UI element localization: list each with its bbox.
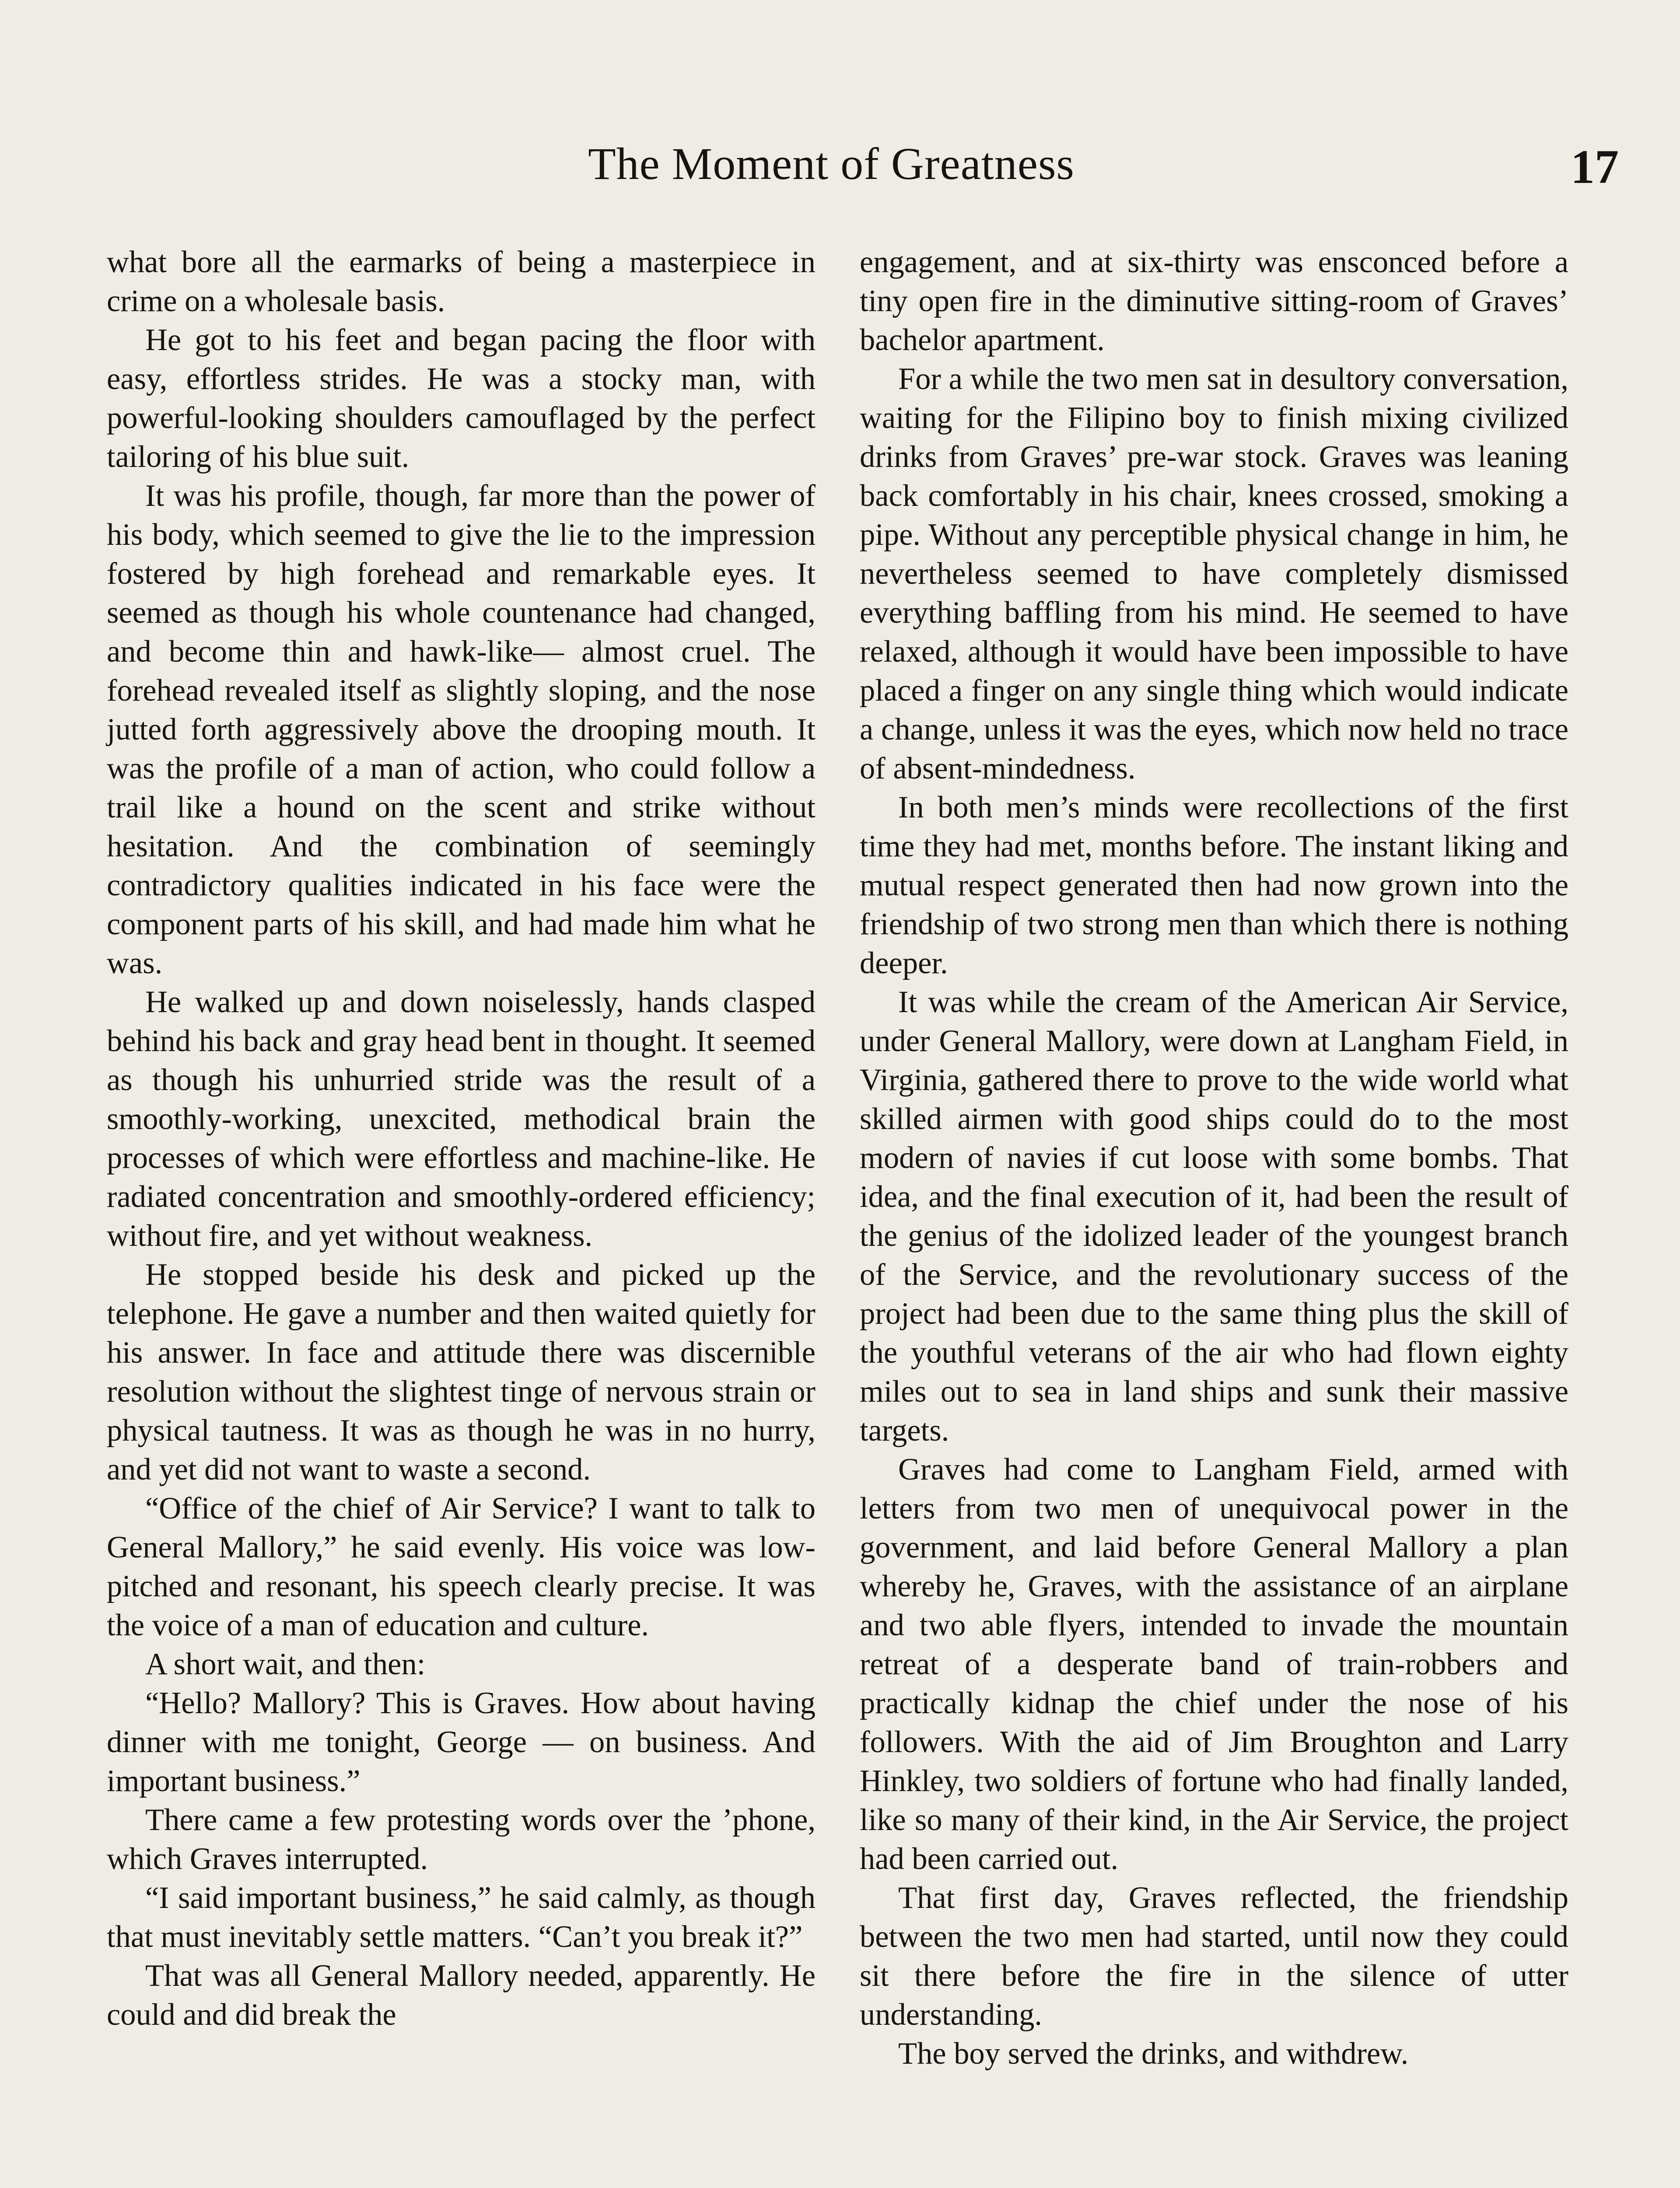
right-column xyxy=(860,243,1568,2073)
paragraph: He stopped beside his desk and picked up the telephone. He gave a number and then waited quietly for his answer. In face and attitude there was discernible resolution without the slightest tinge of nervous strain or physical tautness. It was as though he was in no hurry, and yet did not want to waste a second. xyxy=(107,1258,816,1487)
paragraph: “Office of the chief of Air Service? I want to talk to General Mallory,” he said evenly. His voice was low-pitched and resonant, his speech clearly precise. It was the voice of a man of education and culture. xyxy=(107,1491,816,1642)
paragraph: There came a few protesting words over the ’phone, which Graves interrupted. xyxy=(107,1803,816,1876)
paragraph: Graves had come to Langham Field, armed with letters from two men of unequivocal power in the government, and laid before General Mallory a plan whereby he, Graves, with the assistance of an airplane and two able flyers, intended to invade the mountain retreat of a desperate band of train-robbers and practically kidnap the chief under the nose of his followers. With the aid of Jim Broughton and Larry Hinkley, two soldiers of fortune who had finally landed, like so many of their kind, in the Air Service, the project had been carried out. xyxy=(860,1452,1568,1876)
paragraph: It was while the cream of the American Air Service, under General Mallory, were down at Langham Field, in Virginia, gathered there to prove to the wide world what skilled airmen with good ships could do to the most modern of navies if cut loose with some bombs. That idea, and the final execution of it, had been the result of the genius of the idolized leader of the youngest branch of the Service, and the revolutionary success of the project had been due to the same thing plus the skill of the youthful veterans of the air who had flown eighty miles out to sea in land ships and sunk their massive targets. xyxy=(860,985,1568,1448)
paragraph: It was his profile, though, far more than the power of his body, which seemed to give the lie to the impression fostered by high forehead and remarkable eyes. It seemed as though his whole countenance had changed, and become thin and hawk-like— almost cruel. The forehead revealed itself as slightly sloping, and the nose jutted forth aggressively above the drooping mouth. It was the profile of a man of action, who could follow a trail like a hound on the scent and strike without hesitation. And the combination of seemingly contradictory qualities indicated in his face were the component parts of his skill, and had made him what he was. xyxy=(107,479,816,980)
paragraph: For a while the two men sat in desultory conversation, waiting for the Filipino boy to finish mixing civilized drinks from Graves’ pre-war stock. Graves was leaning back comfortably in his chair, knees crossed, smoking a pipe. Without any perceptible physical change in him, he nevertheless seemed to have completely dismissed everything baffling from his mind. He seemed to have relaxed, although it would have been impossible to have placed a finger on any single thing which would indicate a change, unless it was the eyes, which now held no trace of absent-mindedness. xyxy=(860,362,1568,785)
paragraph: engagement, and at six-thirty was ensconced before a tiny open fire in the diminutive sitting-room of Graves’ bachelor apartment. xyxy=(860,245,1568,357)
paragraph: “Hello? Mallory? This is Graves. How about having dinner with me tonight, George — on business. And important business.” xyxy=(107,1686,816,1798)
paragraph: The boy served the drinks, and withdrew. xyxy=(898,2037,1409,2071)
paragraph: He got to his feet and began pacing the floor with easy, effortless strides. He was a stocky man, with powerful-looking shoulders camouflaged by the perfect tailoring of his blue suit. xyxy=(107,323,816,474)
running-header-title: The Moment of Greatness xyxy=(588,139,1074,189)
paragraph: what bore all the earmarks of being a masterpiece in crime on a wholesale basis. xyxy=(107,245,816,318)
paragraph: In both men’s minds were recollections of the first time they had met, months before. The instant liking and mutual respect generated then had now grown into the friendship of two strong men than which there is nothing deeper. xyxy=(860,790,1568,980)
left-column xyxy=(107,243,816,2034)
paragraph: A short wait, and then: xyxy=(145,1647,426,1681)
paragraph: He walked up and down noiselessly, hands clasped behind his back and gray head bent in thought. It seemed as though his unhurried stride was the result of a smoothly-working, unexcited, methodical brain the processes of which were effortless and machine-like. He radiated concentration and smoothly-ordered efficiency; without fire, and yet without weakness. xyxy=(107,985,816,1253)
paragraph: That first day, Graves reflected, the friendship between the two men had started, until now they could sit there before the fire in the silence of utter understanding. xyxy=(860,1881,1568,2032)
paragraph: “I said important business,” he said calmly, as though that must inevitably settle matters. “Can’t you break it?” xyxy=(107,1881,816,1954)
paragraph: That was all General Mallory needed, apparently. He could and did break the xyxy=(107,1959,816,2032)
page-number: 17 xyxy=(1571,140,1619,193)
